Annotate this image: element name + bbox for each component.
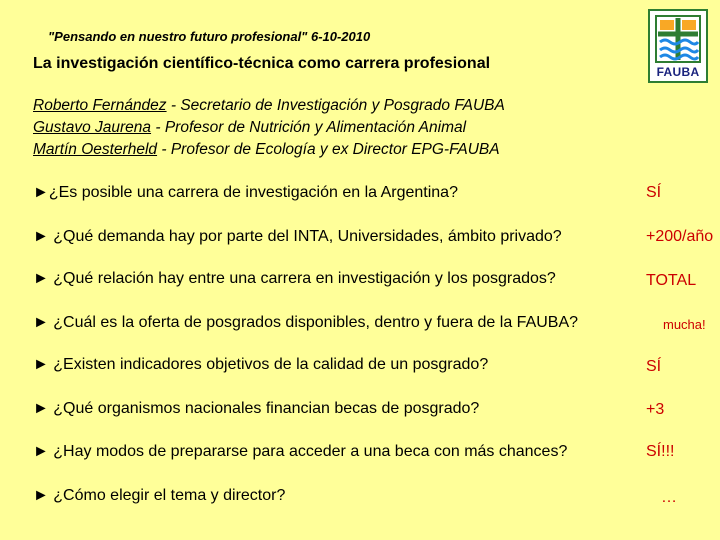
presenter-role: - Profesor de Ecología y ex Director EPG-FAUBA — [157, 141, 500, 158]
event-line: "Pensando en nuestro futuro profesional" 6-10-2010 — [48, 29, 371, 44]
question-item: ► ¿Existen indicadores objetivos de la calidad de un posgrado? — [33, 356, 489, 373]
presenter-name: Martín Oesterheld — [33, 141, 158, 158]
presenter-role: - Profesor de Nutrición y Alimentación Animal — [151, 119, 467, 136]
presenter-name: Gustavo Jaurena — [33, 119, 152, 136]
presenter-role: - Secretario de Investigación y Posgrado FAUBA — [166, 97, 505, 114]
question-item: ► ¿Cómo elegir el tema y director? — [33, 487, 286, 504]
answer-item: SÍ!!! — [646, 443, 675, 460]
answer-item: … — [661, 489, 677, 506]
presenter-line — [33, 141, 500, 159]
presenter-name: Roberto Fernández — [33, 97, 167, 114]
answer-item: +200/año — [646, 228, 714, 245]
answer-item: +3 — [646, 401, 665, 418]
answer-item: SÍ — [646, 184, 662, 201]
answer-item: TOTAL — [646, 272, 697, 289]
fauba-logo — [648, 9, 708, 83]
fauba-emblem-icon — [654, 14, 702, 64]
question-item: ►¿Es posible una carrera de investigación en la Argentina? — [33, 184, 458, 201]
presenter-line — [33, 119, 466, 137]
question-item: ► ¿Qué demanda hay por parte del INTA, Universidades, ámbito privado? — [33, 228, 562, 245]
question-item: ► ¿Cuál es la oferta de posgrados disponibles, dentro y fuera de la FAUBA? — [33, 314, 579, 331]
answer-item: SÍ — [646, 358, 662, 375]
question-item: ► ¿Hay modos de prepararse para acceder a una beca con más chances? — [33, 443, 568, 460]
question-item: ► ¿Qué organismos nacionales financian becas de posgrado? — [33, 400, 480, 417]
question-item: ► ¿Qué relación hay entre una carrera en investigación y los posgrados? — [33, 270, 556, 287]
slide-title: La investigación científico-técnica como carrera profesional — [33, 55, 491, 72]
logo-text: FAUBA — [656, 65, 700, 79]
answer-item: mucha! — [663, 317, 706, 332]
presenter-line — [33, 97, 505, 115]
